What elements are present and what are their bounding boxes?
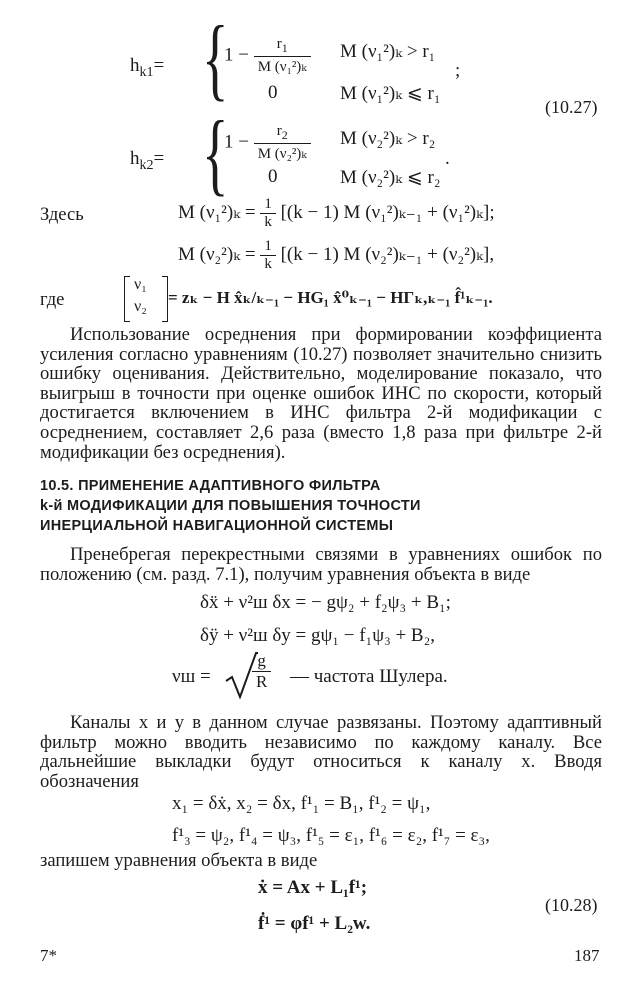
eq-m2: M (ν₂²)ₖ = $\frac{1}{k}$ [(k − 1) M (ν₂²)ₖ₋₁ + (ν₂²)ₖ],: [178, 238, 495, 272]
page-number: 187: [574, 946, 600, 965]
eq-h1-case1: 1 − $\frac{r_1}{\text{M (ν₁²)ₖ}}$: [224, 36, 311, 76]
eq-h2-case1: 1 − $\frac{r_2}{\text{M (ν₂²)ₖ}}$: [224, 123, 311, 163]
eq-h1-trail: ;: [455, 60, 461, 81]
paragraph-averaging: Использование осреднения при формировании коэффициента усиления согласно уравнениям (10.27) позволяет значительно снизить ошибку оценивания. Действительно, моделирование показало, что выигрыш в точности при оценке ошибок ИНС по скорости, который достигается включением в ИНС фильтра 2-й модификации с осреднением, составляет 2,6 раза (вместо 1,8 раза при фильтре 2-й модификации без осреднения).: [40, 324, 602, 463]
eq-number-10-28: (10.28): [545, 895, 598, 915]
section-heading-line1: 10.5. ПРИМЕНЕНИЕ АДАПТИВНОГО ФИЛЬТРА: [40, 478, 381, 494]
eq-state-f: ḟ¹ = φf¹ + L₂w.: [258, 913, 371, 934]
paragraph-channels: Каналы x и y в данном случае развязаны. Поэтому адаптивный фильтр можно вводить независимо по каждому каналу. Все дальнейшие выкладки будут относиться к каналу x. Вводя обозначения: [40, 712, 602, 792]
eq-delta-x: δẍ + ν²ш δx = − gψ₂ + f₂ψ₃ + B₁;: [200, 592, 451, 613]
eq-h2-trail: .: [445, 148, 450, 169]
eq-delta-y: δÿ + ν²ш δy = gψ₁ − f₁ψ₃ + B₂,: [200, 625, 435, 646]
eq-state-x: ẋ = Ax + L₁f¹;: [258, 877, 368, 898]
eq-schuler-rhs: — частота Шулера.: [290, 666, 448, 687]
eq-h1-case2-val: 0: [268, 82, 278, 103]
eq-h1-lhs: $h_{k1}=$: [130, 55, 165, 80]
section-heading-line3: ИНЕРЦИАЛЬНОЙ НАВИГАЦИОННОЙ СИСТЕМЫ: [40, 518, 394, 534]
eq-h1-brace: {: [202, 7, 229, 109]
eq-nu-rhs: = zₖ − H x̂ₖ/ₖ₋₁ − HG₁ x̂⁰ₖ₋₁ − HΓₖ,ₖ₋₁ f̂¹ₖ₋₁.: [168, 288, 493, 307]
footer-signature-mark: 7*: [40, 946, 57, 965]
gde-label: где: [40, 289, 65, 310]
eq-schuler-fraction: $\frac{g}{R}$: [252, 651, 271, 692]
section-heading-line2: k-й МОДИФИКАЦИИ ДЛЯ ПОВЫШЕНИЯ ТОЧНОСТИ: [40, 498, 421, 514]
eq-h2-brace: {: [202, 102, 229, 204]
eq-h2-case2-val: 0: [268, 166, 278, 187]
nu-vector: [124, 276, 168, 322]
nu-vector-top: ν₁: [134, 276, 147, 293]
zdes-label: Здесь: [40, 204, 84, 225]
eq-schuler-lhs: νш =: [172, 666, 211, 687]
eq-number-10-27: (10.27): [545, 97, 598, 117]
eq-definitions-line1: x₁ = δẋ, x₂ = δx, f¹₁ = B₁, f¹₂ = ψ₁,: [172, 793, 431, 814]
nu-vector-bottom: ν₂: [134, 298, 147, 315]
eq-h2-cond2: M (ν₂²)ₖ ⩽ r₂: [340, 167, 441, 188]
eq-definitions-line2: f¹₃ = ψ₂, f¹₄ = ψ₃, f¹₅ = ε₁, f¹₆ = ε₂, f¹₇ = ε₃,: [172, 825, 490, 846]
paragraph-write-equations: запишем уравнения объекта в виде: [40, 850, 318, 871]
paragraph-neglecting: Пренебрегая перекрестными связями в уравнениях ошибок по положению (см. разд. 7.1), получим уравнения объекта в виде: [40, 544, 602, 585]
eq-h2-cond1: M (ν₂²)ₖ > r₂: [340, 128, 436, 149]
eq-h1-cond2: M (ν₁²)ₖ ⩽ r₁: [340, 83, 441, 104]
eq-h1-cond1: M (ν₁²)ₖ > r₁: [340, 41, 436, 62]
eq-m1: M (ν₁²)ₖ = $\frac{1}{k}$ [(k − 1) M (ν₁²)ₖ₋₁ + (ν₁²)ₖ];: [178, 196, 495, 230]
eq-h2-lhs: $h_{k2}=$: [130, 148, 165, 173]
